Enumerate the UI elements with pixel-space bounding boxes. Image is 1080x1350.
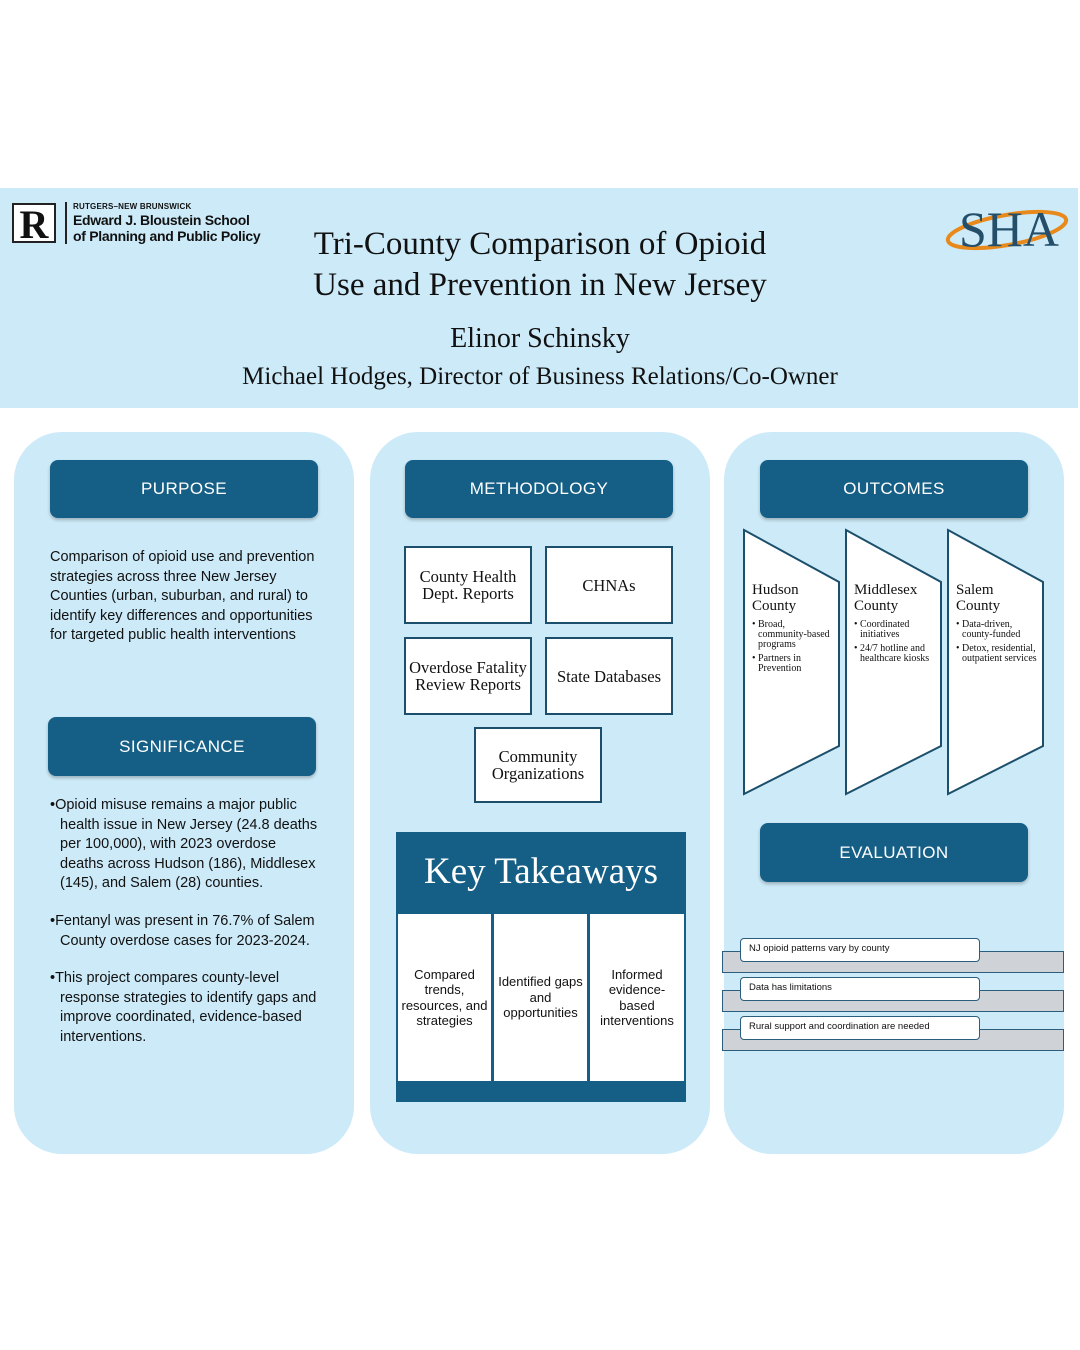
county-bullet: • Broad, community-based programs [752,619,830,650]
significance-bullet: •Opioid misuse remains a major public health issue in New Jersey (24.8 deaths per 100,000), with 2023 overdose deaths across Hudson (186), Middlesex (145), and Salem (28) counties. [50,797,318,892]
mentor-name: Michael Hodges, Director of Business Relations/Co-Owner [242,363,838,390]
evaluation-item: Data has limitations [740,977,980,1001]
takeaway-item: Identified gaps and opportunities [492,912,589,1083]
title-line-2: Use and Prevention in New Jersey [313,267,767,303]
school-name-line1: Edward J. Bloustein School [73,212,250,228]
county-bullet: • Detox, residential, outpatient services [956,643,1037,664]
purpose-text: Comparison of opioid use and prevention strategies across three New Jersey Counties (urban, suburban, and rural) to identify key differences and opportunities for targeted public health interventions [50,549,315,644]
county-bullet: • Data-driven, county-funded [956,619,1021,640]
methodology-heading: METHODOLOGY [405,460,673,518]
evaluation-item: NJ opioid patterns vary by county [740,938,980,962]
evaluation-item: Rural support and coordination are needed [740,1016,980,1040]
takeaways-footer-bar [396,1082,686,1102]
takeaway-item: Compared trends, resources, and strategies [396,912,493,1083]
county-bullet: • Coordinated initiatives [854,619,910,640]
significance-list [50,796,320,1048]
author-name: Elinor Schinsky [450,323,630,354]
key-takeaways-heading: Key Takeaways [396,832,686,912]
evaluation-heading: EVALUATION [760,823,1028,882]
county-hudson [752,582,836,674]
significance-heading: SIGNIFICANCE [48,717,316,776]
sha-logo-icon [945,196,1075,260]
county-salem [956,582,1040,664]
source-state-databases: State Databases [545,637,673,715]
sha-logo-text: SHA [958,201,1060,257]
source-community-organizations: Community Organizations [474,727,602,803]
county-bullet: • 24/7 hotline and healthcare kiosks [854,643,930,664]
county-name: Hudson County [752,582,799,614]
institution-name: RUTGERS–NEW BRUNSWICK [73,202,192,211]
poster-title [180,224,900,306]
county-middlesex [854,582,938,664]
county-name: Salem County [956,582,1001,614]
county-bullet: • Partners in Prevention [752,653,802,674]
source-overdose-fatality-reports: Overdose Fatality Review Reports [404,637,532,715]
significance-bullet: •This project compares county-level response strategies to identify gaps and improve coordinated, evidence-based interventions. [50,970,317,1045]
title-line-1: Tri-County Comparison of Opioid [313,226,767,262]
outcomes-heading: OUTCOMES [760,460,1028,518]
school-name-line2: of Planning and Public Policy [73,228,261,244]
purpose-heading: PURPOSE [50,460,318,518]
source-chnas: CHNAs [545,546,673,624]
source-county-health-reports: County Health Dept. Reports [404,546,532,624]
rutgers-logo-icon: R [12,203,56,243]
significance-bullet: •Fentanyl was present in 76.7% of Salem County overdose cases for 2023-2024. [50,912,315,949]
takeaway-item: Informed evidence-based interventions [588,912,686,1083]
county-name: Middlesex County [854,582,918,614]
